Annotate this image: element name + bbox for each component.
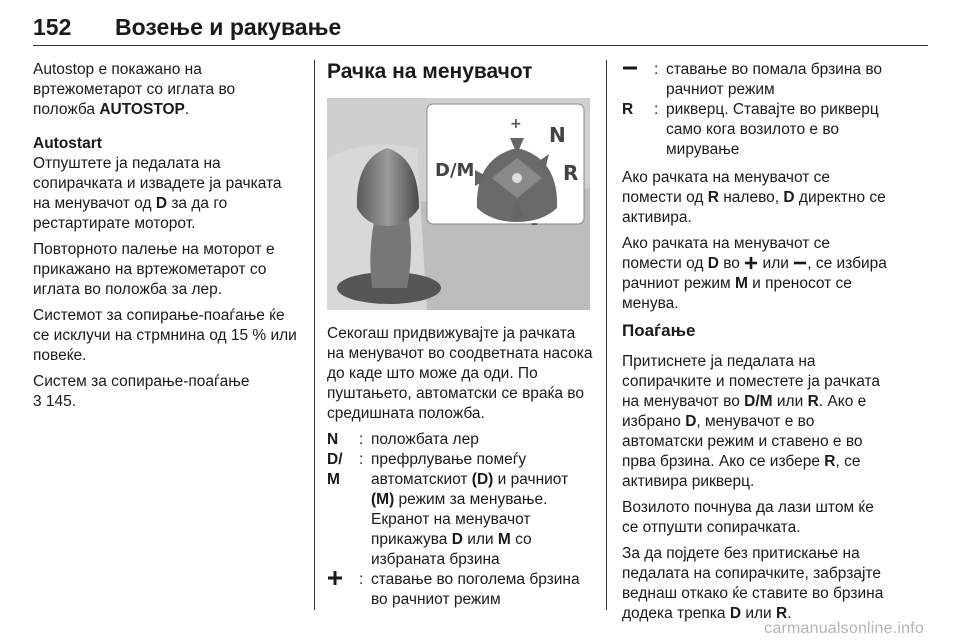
autostart-paragraph: Отпуштете ја педалата на сопирачката и извадете ја рачката на менувачот од D за да го рестартирате моторот. <box>33 155 282 232</box>
gear-definition-list-cont <box>622 60 894 160</box>
starting-paragraph: Притиснете ја педалата на сопирачките и поместете ја рачката на менувачот во D/M или R. Ако е избрано D, менувачот е во автоматски режим и ставено е во прва брзина. Ако се избере R, се активира рикверц. <box>622 353 881 490</box>
def-row-n: N : положбата лер <box>327 431 479 448</box>
r-to-left-paragraph: Ако рачката на менувачот се помести од R налево, D директно се активира. <box>622 169 886 226</box>
def-row-minus: : ставање во помала брзина во рачниот режим <box>622 60 894 100</box>
slope-paragraph: Системот за сопирање-поаѓање ќе се исклучи на стрмнина од 15 % или повеќе. <box>33 307 297 364</box>
page-title: Возење и ракување <box>115 14 342 40</box>
restart-paragraph: Повторното палење на моторот е прикажано на вртежометарот со иглата во положба за лер. <box>33 241 275 298</box>
column-divider-2 <box>606 60 607 610</box>
page-number: 152 <box>33 14 72 40</box>
column-divider-1 <box>314 60 315 610</box>
minus-icon <box>622 60 638 76</box>
column-2 <box>327 60 593 618</box>
def-row-plus: : ставање во поголема брзина во рачниот режим <box>327 570 593 610</box>
watermark: carmanualsonline.info <box>764 620 924 637</box>
r-label: R <box>563 161 579 185</box>
selector-lever-drawing <box>327 98 590 310</box>
selector-lever-illustration <box>327 98 590 310</box>
page-reference-icon: 3 <box>33 393 42 410</box>
section-heading-starting-off: Поаѓање <box>622 321 696 340</box>
plus-icon <box>327 570 343 586</box>
svg-text:+: + <box>510 116 522 132</box>
page-header <box>33 8 928 46</box>
svg-text:–: – <box>531 216 538 232</box>
manual-mode-paragraph: Ако рачката на менувачот се помести од D во или , се избира рачниот режим M и преносот се менува. <box>622 235 887 312</box>
n-label: N <box>549 123 566 147</box>
gear-definition-list <box>327 430 593 610</box>
reference-paragraph: Систем за сопирање-поаѓање 3 145. <box>33 373 250 410</box>
autostart-subheading: Autostart <box>33 135 102 152</box>
def-row-dm: D/ M : префрлување помеѓу автоматскиот (D) и рачниот (M) режим за менување. Екранот на менувачот прикажува D или M со избраната брзина <box>327 451 569 568</box>
no-brake-paragraph: За да појдете без притискање на педалата на сопирачките, забрзајте веднаш откако ќе ставите во брзина додека трепка D или R. <box>622 545 884 622</box>
creep-paragraph: Возилото почнува да лази штом ќе се отпушти сопирачката. <box>622 499 874 536</box>
lever-intro-paragraph: Секогаш придвижувајте ја рачката на менувачот во соодветната насока до каде што може да оди. По пуштањето, автоматски се враќа во средишната положба. <box>327 325 593 422</box>
plus-icon <box>744 256 758 270</box>
minus-icon <box>793 256 807 270</box>
autostop-paragraph: Autostop е покажано на вртежометарот со иглата во положба AUTOSTOP. <box>33 61 236 118</box>
dm-label: D/M <box>435 160 475 181</box>
section-heading-selector-lever: Рачка на менувачот <box>327 60 533 83</box>
def-row-r: R : рикверц. Ставајте во рикверц само кога возилото е во мирување <box>622 101 879 158</box>
column-1 <box>33 60 301 418</box>
column-3 <box>622 60 894 630</box>
